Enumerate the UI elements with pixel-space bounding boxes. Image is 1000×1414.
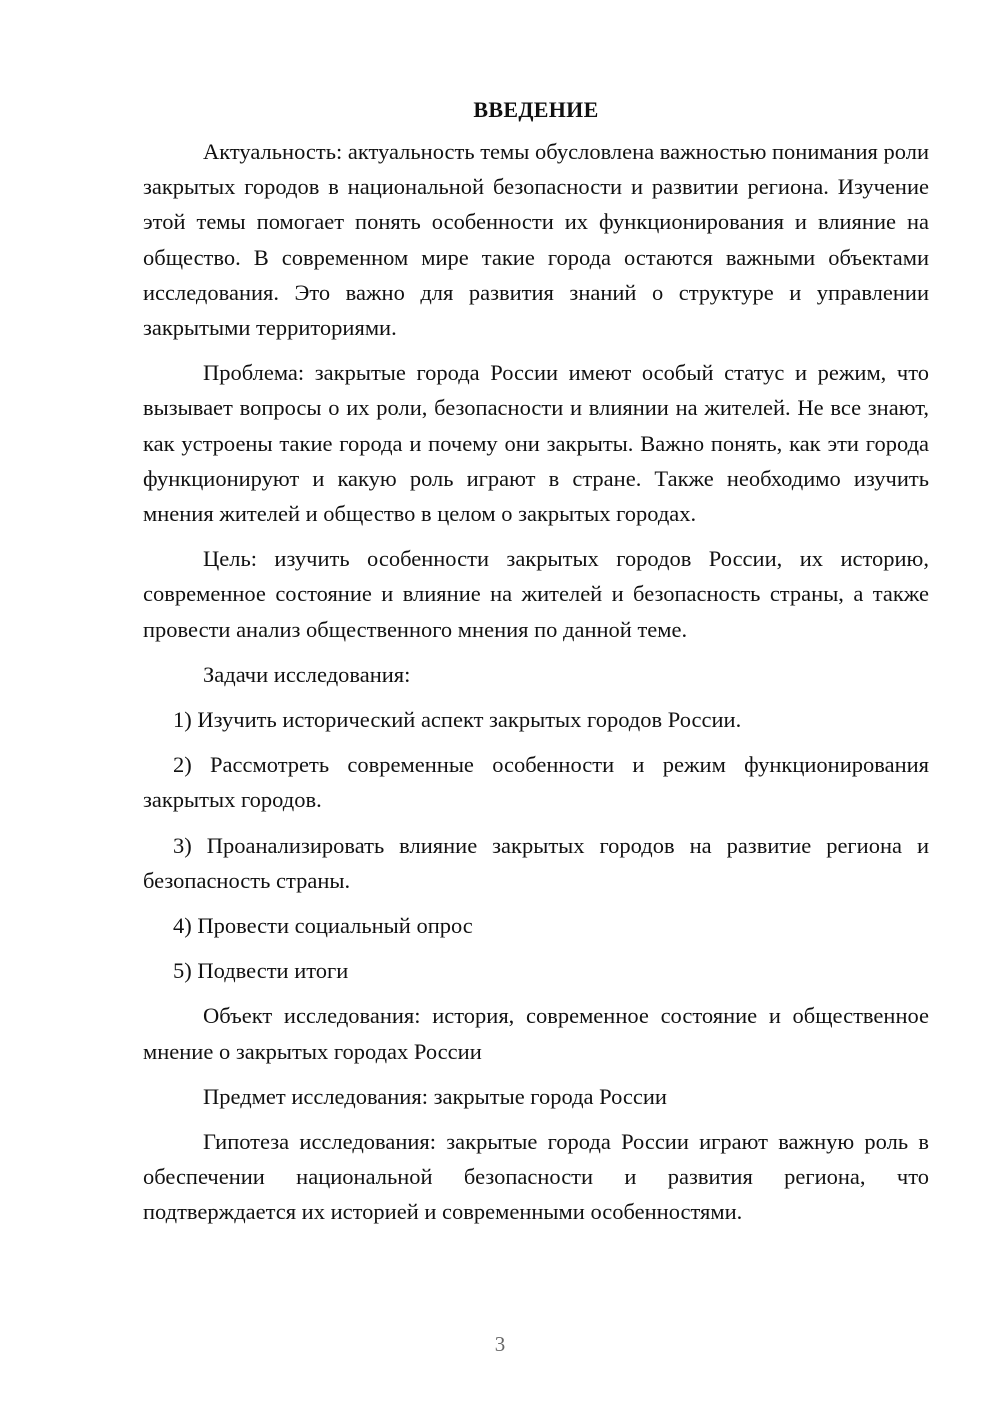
task-item-3: 3) Проанализировать влияние закрытых городов на развитие региона и безопасность страны. (143, 832, 929, 893)
paragraph-problem: Проблема: закрытые города России имеют особый статус и режим, что вызывает вопросы о их роли, безопасности и влиянии на жителей. Не все знают, как устроены такие города и почему они закрыты. Важно понять, как эти города функционируют и какую роль играют в стране. Также необходимо изучить мнения жителей и общество в целом о закрытых городах. (143, 360, 929, 527)
paragraph-subject: Предмет исследования: закрытые города России (203, 1083, 667, 1109)
paragraph-goal: Цель: изучить особенности закрытых городов России, их историю, современное состояние и влияние на жителей и безопасность страны, а также провести анализ общественного мнения по данной теме. (143, 546, 929, 642)
paragraph-hypothesis: Гипотеза исследования: закрытые города России играют важную роль в обеспечении национальной безопасности и развития региона, что подтверждается их историей и современными особенностями. (143, 1129, 929, 1225)
task-item-1: 1) Изучить исторический аспект закрытых городов России. (173, 707, 742, 733)
paragraph-relevance: Актуальность: актуальность темы обусловлена важностью понимания роли закрытых городов в национальной безопасности и развитии региона. Изучение этой темы помогает понять особенности их функционирования и влияние на общество. В современном мире такие города остаются важными объектами исследования. Это важно для развития знаний о структуре и управлении закрытыми территориями. (143, 139, 929, 341)
document-page (143, 92, 929, 1240)
task-item-5: 5) Подвести итоги (173, 958, 349, 984)
task-item-4: 4) Провести социальный опрос (173, 913, 473, 939)
paragraph-tasks-heading: Задачи исследования: (203, 661, 411, 687)
task-item-2: 2) Рассмотреть современные особенности и режим функционирования закрытых городов. (143, 752, 929, 813)
section-heading: ВВЕДЕНИЕ (473, 97, 599, 122)
paragraph-object: Объект исследования: история, современное состояние и общественное мнение о закрытых городах России (143, 1003, 929, 1064)
page-number: 3 (494, 1332, 506, 1356)
